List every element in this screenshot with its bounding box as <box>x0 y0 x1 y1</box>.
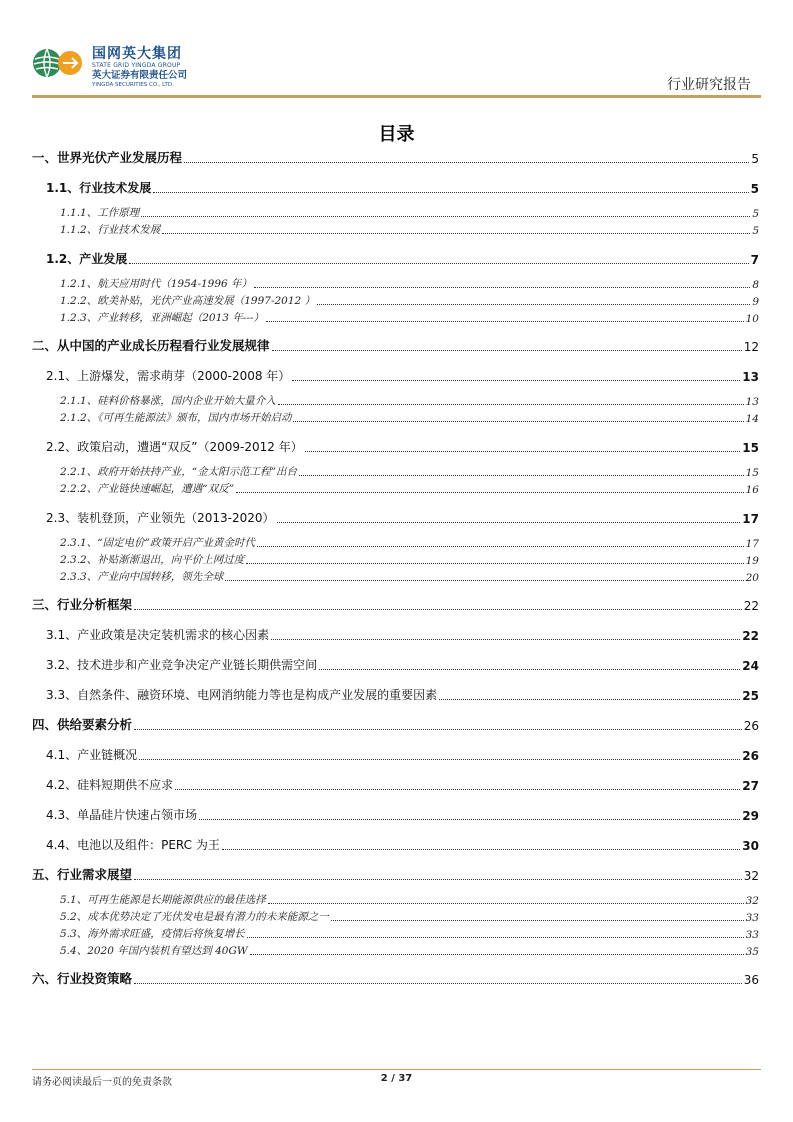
toc-entry[interactable] <box>32 179 759 196</box>
toc-entry[interactable] <box>32 311 759 325</box>
toc-entry[interactable] <box>32 294 759 308</box>
toc-entry[interactable] <box>32 465 759 479</box>
toc-dot-leader <box>134 729 742 730</box>
toc-entry-page: 33 <box>745 929 759 941</box>
toc-entry-page: 24 <box>742 659 759 673</box>
toc-entry[interactable] <box>32 927 759 941</box>
toc-dot-leader <box>299 475 744 476</box>
toc-entry-title: 三、行业分析框架 <box>32 597 133 612</box>
toc-entry-page: 26 <box>743 719 759 733</box>
toc-dot-leader <box>277 522 741 523</box>
toc-entry-page: 32 <box>745 895 759 907</box>
toc-entry[interactable] <box>32 656 759 673</box>
toc-entry[interactable] <box>32 866 759 883</box>
toc-dot-leader <box>134 983 742 984</box>
toc-entry-title: 2.2.2、产业链快速崛起，遭遇“双反” <box>60 483 234 495</box>
toc-entry[interactable] <box>32 553 759 567</box>
toc-dot-leader <box>222 849 740 850</box>
toc-entry[interactable] <box>32 686 759 703</box>
toc-entry-page: 36 <box>743 973 759 987</box>
toc-dot-leader <box>317 304 750 305</box>
toc-entry[interactable] <box>32 367 759 384</box>
toc-entry-title: 4.3、单晶硅片快速占领市场 <box>46 808 198 822</box>
toc-entry-title: 2.1.1、硅料价格暴涨，国内企业开始大量介入 <box>60 395 276 407</box>
toc-entry[interactable] <box>32 970 759 987</box>
toc-entry-page: 15 <box>745 467 759 479</box>
toc-entry[interactable] <box>32 149 759 166</box>
state-grid-logo-icon <box>32 46 84 80</box>
toc-entry-title: 5.1、可再生能源是长期能源供应的最佳选择 <box>60 894 266 906</box>
toc-entry-title: 2.3、装机登顶，产业领先（2013-2020） <box>46 511 275 525</box>
toc-entry-title: 1.2、产业发展 <box>46 252 128 266</box>
toc-entry-title: 5.2、成本优势决定了光伏发电是最有潜力的未来能源之一 <box>60 911 329 923</box>
toc-entry-page: 7 <box>750 253 759 267</box>
toc-entry-page: 5 <box>752 225 759 237</box>
toc-entry-title: 2.1、上游爆发，需求萌芽（2000-2008 年） <box>46 369 291 383</box>
toc-entry[interactable] <box>32 223 759 237</box>
toc-dot-leader <box>305 451 741 452</box>
toc-entry-page: 17 <box>745 538 759 550</box>
toc-entry-page: 8 <box>752 279 759 291</box>
toc-entry-page: 33 <box>745 912 759 924</box>
toc-entry-title: 四、供给要素分析 <box>32 717 133 732</box>
footer-page-number: 2 / 37 <box>380 1073 413 1084</box>
toc-entry-page: 5 <box>751 152 759 166</box>
toc-entry-title: 3.2、技术进步和产业竞争决定产业链长期供需空间 <box>46 658 318 672</box>
toc-entry-page: 16 <box>745 484 759 496</box>
subsidiary-name-cn: 英大证券有限责任公司 <box>92 70 188 81</box>
toc-entry-page: 26 <box>742 749 759 763</box>
toc-entry[interactable] <box>32 716 759 733</box>
toc-entry-title: 1.2.1、航天应用时代（1954-1996 年） <box>60 278 253 290</box>
toc-entry-page: 20 <box>745 572 759 584</box>
toc-entry-page: 13 <box>742 370 759 384</box>
report-type-label: 行业研究报告 <box>667 77 751 93</box>
toc-entry-title: 2.3.1、“固定电价”政策开启产业黄金时代 <box>60 537 255 549</box>
toc-entry[interactable] <box>32 206 759 220</box>
toc-dot-leader <box>293 421 743 422</box>
toc-entry[interactable] <box>32 482 759 496</box>
toc-dot-leader <box>272 350 742 351</box>
toc-entry-page: 29 <box>742 809 759 823</box>
subsidiary-name-en: YINGDA SECURITIES CO., LTD. <box>92 82 174 88</box>
toc-entry[interactable] <box>32 746 759 763</box>
toc-entry[interactable] <box>32 836 759 853</box>
footer-disclaimer: 请务必阅读最后一页的免责条款 <box>32 1077 172 1088</box>
toc-entry[interactable] <box>32 411 759 425</box>
toc-dot-leader <box>439 699 740 700</box>
toc-entry[interactable] <box>32 806 759 823</box>
toc-entry[interactable] <box>32 893 759 907</box>
toc-entry[interactable] <box>32 438 759 455</box>
toc-entry[interactable] <box>32 536 759 550</box>
toc-entry-title: 5.3、海外需求旺盛，疫情后将恢复增长 <box>60 928 245 940</box>
toc-dot-leader <box>162 233 750 234</box>
toc-dot-leader <box>319 669 740 670</box>
toc-entry[interactable] <box>32 776 759 793</box>
toc-entry-page: 10 <box>745 313 759 325</box>
company-logo-text <box>92 46 187 89</box>
toc-dot-leader <box>250 954 744 955</box>
toc-entry-page: 12 <box>743 340 759 354</box>
toc-dot-leader <box>257 546 744 547</box>
toc-entry-page: 22 <box>742 629 759 643</box>
toc-entry-title: 六、行业投资策略 <box>32 971 133 986</box>
toc-dot-leader <box>134 879 742 880</box>
toc-entry-page: 17 <box>742 512 759 526</box>
toc-dot-leader <box>292 380 740 381</box>
toc-entry[interactable] <box>32 277 759 291</box>
toc-dot-leader <box>278 404 744 405</box>
toc-dot-leader <box>254 287 750 288</box>
header-divider <box>32 95 761 98</box>
company-name-en: STATE GRID YINGDA GROUP <box>92 62 181 69</box>
toc-dot-leader <box>134 609 742 610</box>
toc-entry-title: 一、世界光伏产业发展历程 <box>32 150 183 165</box>
toc-dot-leader <box>225 580 743 581</box>
toc-entry[interactable] <box>32 570 759 584</box>
footer-divider <box>32 1069 761 1070</box>
toc-dot-leader <box>331 920 744 921</box>
toc-entry[interactable] <box>32 250 759 267</box>
toc-entry-title: 五、行业需求展望 <box>32 867 133 882</box>
toc-entry-title: 1.1.1、工作原理 <box>60 207 140 219</box>
toc-entry-title: 5.4、2020 年国内装机有望达到 40GW <box>60 945 248 957</box>
toc-entry-title: 1.1.2、行业技术发展 <box>60 224 161 236</box>
toc-entry-title: 1.1、行业技术发展 <box>46 181 152 195</box>
toc-entry-page: 35 <box>745 946 759 958</box>
toc-entry-title: 4.2、硅料短期供不应求 <box>46 778 174 792</box>
toc-entry[interactable] <box>32 944 759 958</box>
toc-title: 目录 <box>378 124 415 145</box>
toc-entry-title: 4.4、电池以及组件：PERC 为王 <box>46 838 220 852</box>
toc-entry-title: 3.3、自然条件、融资环境、电网消纳能力等也是构成产业发展的重要因素 <box>46 688 438 702</box>
toc-entry-page: 13 <box>745 396 759 408</box>
toc-entry-title: 1.2.3、产业转移，亚洲崛起（2013 年---） <box>60 312 264 324</box>
toc-dot-leader <box>246 563 743 564</box>
toc-dot-leader <box>175 789 740 790</box>
toc-entry-title: 4.1、产业链概况 <box>46 748 138 762</box>
toc-entry-title: 2.2.1、政府开始扶持产业，“金太阳示范工程”出台 <box>60 466 297 478</box>
company-name-cn: 国网英大集团 <box>92 46 182 62</box>
toc-dot-leader <box>141 216 750 217</box>
toc-entry-title: 1.2.2、欧美补贴，光伏产业高速发展（1997-2012 ） <box>60 295 316 307</box>
toc-entry[interactable] <box>32 626 759 643</box>
toc-entry-page: 30 <box>742 839 759 853</box>
toc-dot-leader <box>139 759 740 760</box>
toc-entry-page: 9 <box>752 296 759 308</box>
toc-entry-page: 19 <box>745 555 759 567</box>
toc-entry[interactable] <box>32 910 759 924</box>
toc-entry-title: 3.1、产业政策是决定装机需求的核心因素 <box>46 628 270 642</box>
toc-entry-page: 22 <box>743 599 759 613</box>
toc-dot-leader <box>266 321 744 322</box>
toc-dot-leader <box>129 263 748 264</box>
toc-dot-leader <box>199 819 740 820</box>
toc-dot-leader <box>268 903 744 904</box>
toc-entry-page: 5 <box>750 182 759 196</box>
toc-dot-leader <box>184 162 749 163</box>
toc-entry[interactable] <box>32 337 759 354</box>
toc-entry[interactable] <box>32 509 759 526</box>
toc-entry[interactable] <box>32 394 759 408</box>
toc-entry-title: 2.1.2、《可再生能源法》颁布，国内市场开始启动 <box>60 412 292 424</box>
toc-dot-leader <box>236 492 744 493</box>
toc-entry-page: 5 <box>752 208 759 220</box>
toc-dot-leader <box>271 639 740 640</box>
toc-entry-page: 15 <box>742 441 759 455</box>
toc-entry-page: 25 <box>742 689 759 703</box>
page-header <box>32 44 761 96</box>
toc-entry-title: 2.3.3、产业向中国转移，领先全球 <box>60 571 224 583</box>
toc-entry-page: 27 <box>742 779 759 793</box>
toc-entry-page: 32 <box>743 869 759 883</box>
toc-dot-leader <box>153 192 748 193</box>
toc-entry-page: 14 <box>745 413 759 425</box>
toc-dot-leader <box>247 937 744 938</box>
toc-entry-title: 2.3.2、补贴渐渐退出，向平价上网过度 <box>60 554 245 566</box>
toc-entry[interactable] <box>32 596 759 613</box>
toc-entry-title: 2.2、政策启动，遭遇“双反”（2009-2012 年） <box>46 440 303 454</box>
toc-entry-title: 二、从中国的产业成长历程看行业发展规律 <box>32 338 270 353</box>
